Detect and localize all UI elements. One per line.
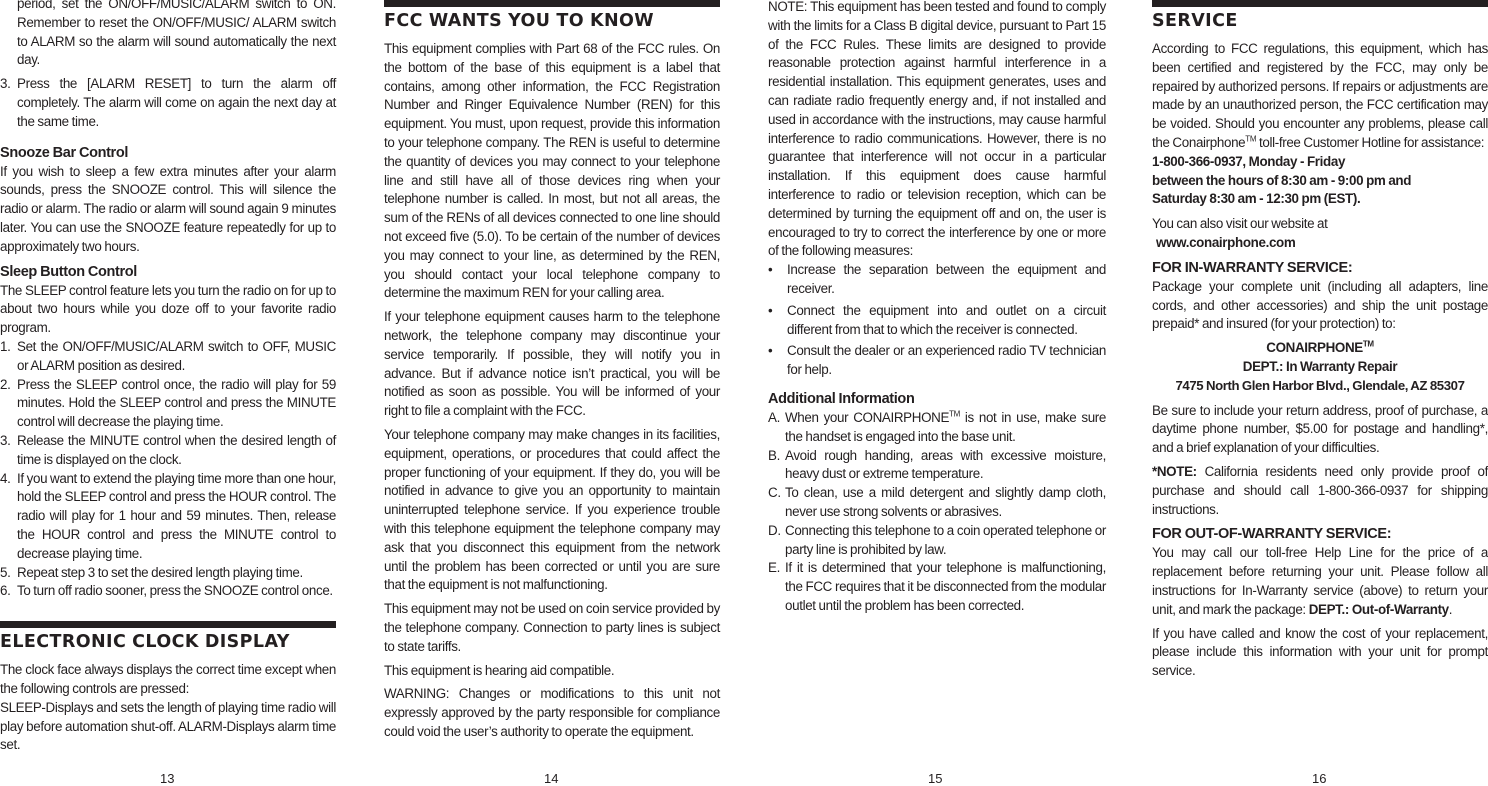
service-title: SERVICE [1152, 11, 1238, 31]
snooze-heading: Snooze Bar Control [0, 144, 129, 161]
page-number: 16 [1312, 771, 1327, 786]
clock-text-2: SLEEP-Displays and sets the length of playing time radio will play before automation shut-off. ALARM-Displays alarm time set. [0, 699, 336, 753]
california-note: *NOTE: California residents need only provide proof of purchase and should call 1-800-366-0937 for shipping instructions. [1152, 463, 1488, 517]
info-item: E. If it is determined that your telephone is malfunctioning, the FCC requires that it be disconnected from the modular outlet until the problem has been corrected. [768, 560, 1106, 613]
fcc-title: FCC WANTS YOU TO KNOW [384, 11, 654, 31]
section-divider [0, 621, 336, 628]
section-divider [384, 0, 720, 7]
page-number: 13 [160, 771, 175, 786]
sleep-step: 3. Release the MINUTE control when the desired length of time is displayed on the clock. [0, 432, 336, 467]
info-item: B. Avoid rough handing, areas with excessive moisture, heavy dust or extreme temperature. [768, 447, 1106, 482]
prompt-service-text: If you have called and know the cost of your replacement, please include this information with your unit for prompt service. [1152, 625, 1488, 679]
snooze-text: If you wish to sleep a few extra minutes after your alarm sounds, press the SNOOZE control. This will silence the radio or alarm. The radio or alarm will sound again 9 minutes later. You can use the SNOOZE feature repeatedly for up to approximately two hours. [0, 163, 336, 254]
info-items-list [768, 447, 1106, 616]
hotline-3: Saturday 8:30 am - 12:30 pm (EST). [1152, 191, 1361, 207]
page-16-column [1152, 0, 1488, 686]
fcc-paragraph: WARNING: Changes or modifications to this unit not expressly approved by the party responsible for compliance could void the user’s authority to operate the equipment. [384, 686, 720, 739]
include-text: Be sure to include your return address, proof of purchase, a daytime phone number, $5.00 for postage and handling*, and a brief explanation of your difficulties. [1152, 402, 1488, 456]
info-item: C. To clean, use a mild detergent and slightly damp cloth, never use strong solvents or abrasives. [768, 485, 1106, 519]
info-item: D. Connecting this telephone to a coin operated telephone or party line is prohibited by law. [768, 522, 1106, 557]
website-intro: You can also visit our website at [1152, 216, 1328, 232]
sleep-step: 5. Repeat step 3 to set the desired length playing time. [0, 564, 303, 580]
in-warranty-heading: FOR IN-WARRANTY SERVICE: [1152, 259, 1353, 276]
address-company: CONAIRPHONE™ [1266, 339, 1374, 356]
sleep-step: 4. If you want to extend the playing time more than one hour, hold the SLEEP control and press the HOUR control. The radio will play for 1 hour and 59 minutes. Then, release the HOUR control and press the MINUTE control to decrease playing time. [0, 470, 336, 561]
page-number: 15 [928, 771, 943, 786]
sleep-step: 6. To turn off radio sooner, press the SNOOZE control once. [0, 583, 333, 599]
clock-display-title: ELECTRONIC CLOCK DISPLAY [0, 632, 290, 653]
page-number: 14 [544, 771, 559, 786]
section-divider [1152, 0, 1488, 7]
alarm-step-continuation: period, set the ON/OFF/MUSIC/ALARM switch to ON. Remember to reset the ON/OFF/MUSIC/ ALARM switch to ALARM so the alarm will sound automatically the next day. [17, 0, 336, 68]
measures-list [768, 261, 1106, 380]
fcc-paragraph: Your telephone company may make changes in its facilities, equipment, operations, or procedures that could affect the proper functioning of your equipment. If they do, you will be notified in advance to give you an opportunity to maintain uninterrupted telephone service. If you experience trouble with this telephone equipment the telephone company may ask that you disconnect this equipment from the network until the problem has been corrected or until you are sure that the equipment is not malfunctioning. [384, 426, 720, 593]
sleep-heading: Sleep Button Control [0, 263, 137, 280]
fcc-paragraph: If your telephone equipment causes harm to the telephone network, the telephone company may discontinue your service temporarily. If possible, they will notify you in advance. But if advance notice isn’t practical, you will be notified as soon as possible. You will be informed of your right to file a complaint with the FCC. [384, 309, 720, 419]
page-15-column [768, 0, 1106, 616]
measure-item: • Increase the separation between the equipment and receiver. [768, 262, 1106, 296]
fcc-paragraph: This equipment may not be used on coin service provided by the telephone company. Connection to party lines is subject to state tariffs. [384, 601, 720, 654]
sleep-steps-list [0, 338, 336, 601]
alarm-step-3: 3. Press the [ALARM RESET] to turn the alarm off completely. The alarm will come on again the next day at the same time. [0, 76, 336, 129]
page-13-column [0, 0, 336, 760]
fcc-paragraph: This equipment complies with Part 68 of the FCC rules. On the bottom of the base of this equipment is a label that contains, among other information, the FCC Registration Number and Ringer Equivalence Number (REN) for this equipment. You must, upon request, provide this information to your telephone company. The REN is useful to determine the quantity of devices you may connect to your telephone line and still have all of those devices ring when your telephone number is called. In most, but not all areas, the sum of the RENs of all devices connected to one line should not exceed five (5.0). To be certain of the number of devices you may connect to your line, as determined by the REN, you should contact your local telephone company to determine the maximum REN for your calling area. [384, 41, 720, 301]
hotline-2: between the hours of 8:30 am - 9:00 pm and [1152, 172, 1412, 188]
sleep-text: The SLEEP control feature lets you turn the radio on for up to about two hours while you doze off to your favorite radio program. [0, 282, 336, 336]
in-warranty-text: Package your complete unit (including all adapters, line cords, and other accessories) and ship the unit postage prepaid* and insured (for your protection) to: [1152, 278, 1488, 332]
fcc-paragraphs [384, 40, 720, 742]
service-intro: According to FCC regulations, this equipment, which has been certified and registered by the FCC, may only be repaired by authorized persons. If repairs or adjustments are made by an unauthorized person, the FCC certification may be voided. Should you encounter any problems, please call the Conairphone™ toll-free Customer Hotline for assistance: [1152, 41, 1488, 150]
clock-text-1: The clock face always displays the correct time except when the following controls are pressed: [0, 662, 336, 696]
out-of-warranty-heading: FOR OUT-OF-WARRANTY SERVICE: [1152, 526, 1392, 543]
fcc-note: NOTE: This equipment has been tested and found to comply with the limits for a Class B digital device, pursuant to Part 15 of the FCC Rules. These limits are designed to provide reasonable protection against harmful interference in a residential installation. This equipment generates, uses and can radiate radio frequently energy and, if not installed and used in accordance with the instructions, may cause harmful interference to radio communications. However, there is no guarantee that interference will not occur in a particular installation. If this equipment does cause harmful interference to radio or television reception, which can be determined by turning the equipment off and on, the user is encouraged to try to correct the interference by one or more of the following measures: [768, 0, 1106, 259]
info-item-a: A. When your CONAIRPHONE™ is not in use, make sure the handset is engaged into the base unit. [768, 409, 1106, 444]
measure-item: • Consult the dealer or an experienced radio TV technician for help. [768, 343, 1106, 378]
sleep-step: 2. Press the SLEEP control once, the radio will play for 59 minutes. Hold the SLEEP control and press the MINUTE control will decrease the playing time. [0, 376, 336, 430]
address-street: 7475 North Glen Harbor Blvd., Glendale, AZ 85307 [1175, 377, 1465, 393]
website-link[interactable]: www.conairphone.com [1156, 234, 1296, 250]
fcc-paragraph: This equipment is hearing aid compatible. [384, 662, 615, 678]
hotline-1: 1-800-366-0937, Monday - Friday [1152, 153, 1346, 169]
page-14-column [384, 0, 720, 747]
address-dept: DEPT.: In Warranty Repair [1242, 358, 1398, 374]
measure-item: • Connect the equipment into and outlet on a circuit different from that to which the receiver is connected. [768, 302, 1106, 337]
additional-info-heading: Additional Information [768, 390, 915, 407]
sleep-step: 1. Set the ON/OFF/MUSIC/ALARM switch to OFF, MUSIC or ALARM position as desired. [0, 338, 336, 373]
out-of-warranty-text: You may call our toll-free Help Line for the price of a replacement before returning your unit. Please follow all instructions for In-Warranty service (above) to return your unit, and mark the package: DEPT.: Out-of-Warranty. [1152, 545, 1488, 617]
